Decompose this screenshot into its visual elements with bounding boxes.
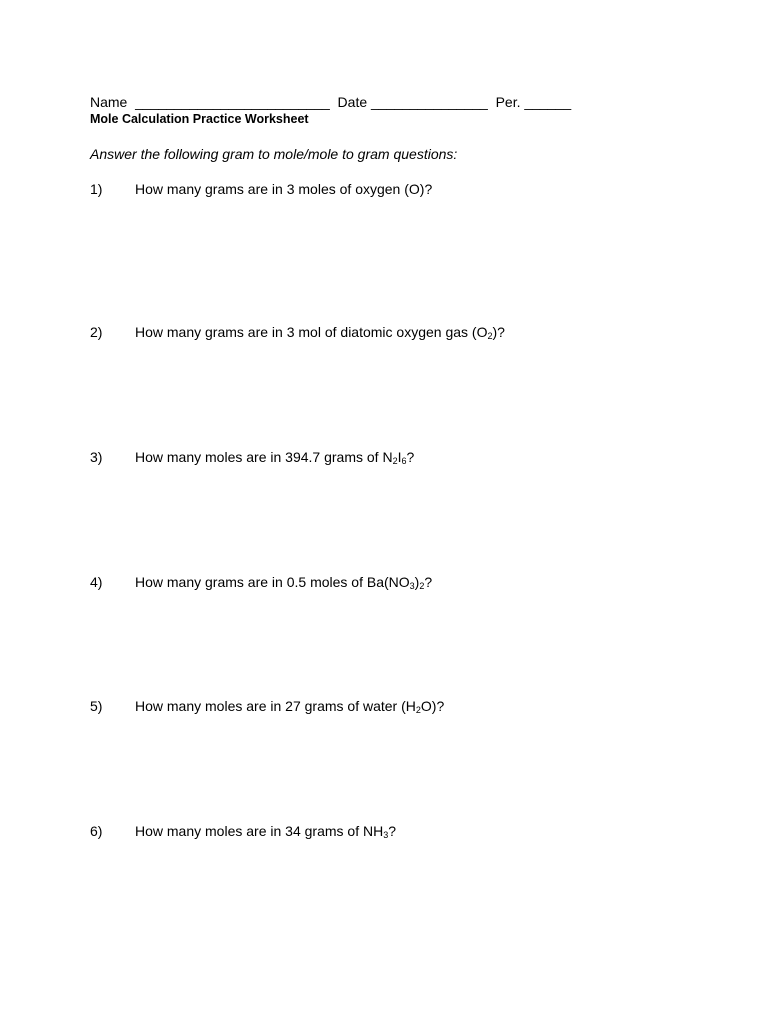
question-text: How many grams are in 0.5 moles of $Ba(NO_3)_2$?	[135, 574, 433, 591]
question-text: How many moles are in 27 grams of water $(H_2O)$?	[135, 698, 445, 715]
question-text: How many moles are in 394.7 grams of $N_2I_6$?	[135, 449, 415, 466]
question-3	[90, 448, 414, 466]
question-text: How many moles are in 34 grams of $NH_3$?	[135, 823, 397, 840]
question-number: 6)	[90, 823, 103, 839]
question-number: 4)	[90, 574, 103, 590]
name-date-period-line: Name _________________________ Date _______________ Per. ______	[90, 94, 572, 110]
question-text: How many grams are in 3 mol of diatomic oxygen gas $(O_2)$?	[135, 324, 505, 341]
question-6	[90, 822, 396, 840]
question-4	[90, 573, 432, 591]
worksheet-title: Mole Calculation Practice Worksheet	[90, 112, 309, 126]
question-number: 2)	[90, 324, 103, 340]
question-number: 5)	[90, 698, 103, 714]
question-number: 3)	[90, 449, 103, 465]
question-2	[90, 323, 505, 341]
instructions: Answer the following gram to mole/mole to gram questions:	[90, 146, 458, 162]
question-1	[90, 180, 432, 198]
question-number: 1)	[90, 181, 103, 197]
question-5	[90, 697, 444, 715]
question-text: How many grams are in 3 moles of oxygen (O)?	[135, 181, 433, 197]
